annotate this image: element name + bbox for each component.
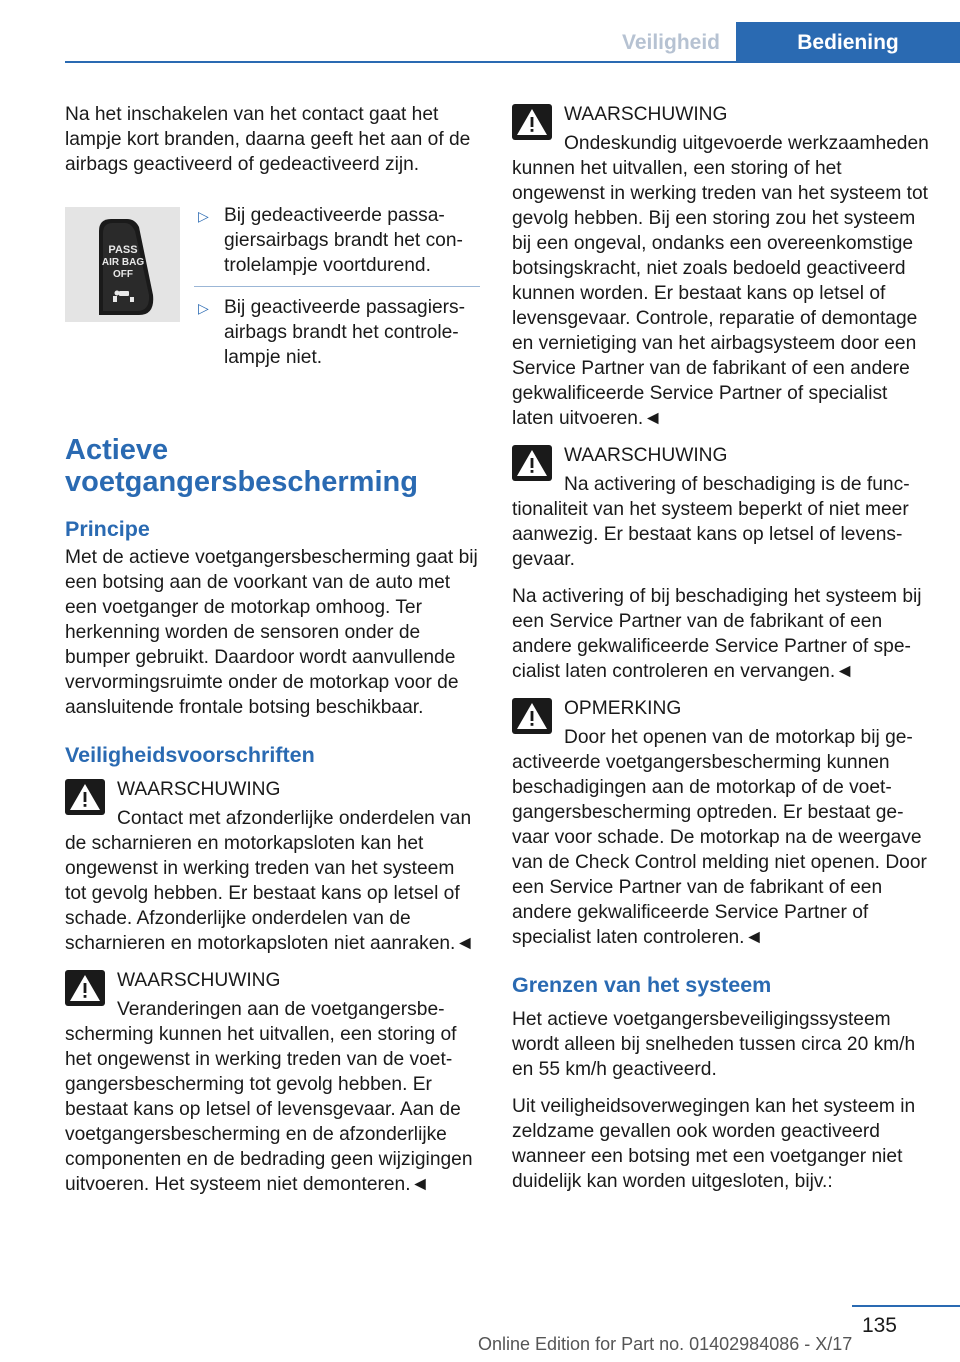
warning-icon [512,104,552,140]
triangle-bullet-icon: ▷ [198,208,209,224]
warning-icon [65,779,105,815]
list-item-text: Bij geactiveerde passagiersairbags brandt het controlelampje niet. [224,297,466,368]
indicator-text-airbag: AIR BAG [101,257,145,268]
warning-text: Contact met afzonderlijke onderdelen van de scharnieren en motorkapsloten kan het ongewenst in werking treden van het systeem tot gevolg hebben. Er bestaat kans op letsel of schade. Afzonderlijke onderdelen van de scharnieren en motorkapsloten niet aanraken.◄ [65,808,475,954]
warning-icon [65,970,105,1006]
list-item [194,203,480,278]
airbag-off-indicator-image [65,207,180,322]
list-item-text: Bij gedeactiveerde passagiersairbags brandt het controlelampje voortdurend. [224,205,463,276]
warning-block [512,443,932,572]
warning-label: WAARSCHUWING [564,104,728,125]
limits-paragraph-2: Uit veiligheidsoverwegingen kan het systeem in zeldzame gevallen ook worden geactiveerd wanneer een botsing met een voetganger niet duidelijk kan worden uitgesloten, bijv.: [512,1096,916,1192]
header-rule [65,61,960,63]
principe-paragraph: Met de actieve voetgangersbescherming gaat bij een botsing aan de voorkant van de auto met een voetganger de motorkap omhoog. Ter herkenning worden de sensoren onder de bumper gebruikt. Daardoor wordt aanvullende vervormingsruimte onder de motorkap voor de aansluitende frontale botsing beschikbaar. [65,547,478,718]
list-item [194,295,480,370]
left-column [65,102,480,1209]
note-label: OPMERKING [564,698,682,719]
triangle-bullet-icon: ▷ [198,300,209,316]
tab-bediening[interactable]: Bediening [736,22,960,63]
warning-icon [512,698,552,734]
warning-block [512,102,932,431]
note-block [512,696,932,950]
page-number: 135 [861,1314,897,1337]
warning-block [65,968,480,1197]
warning-text: Veranderingen aan de voetgangersbescherming kunnen het uitvallen, een storing of het ongewenst in werking treden van de voetgangersbescherming tot gevolg hebben. Er bestaat kans op letsel of levensgevaar. Aan de voetgangersbescherming en de afzonderlijke componenten en de bedrading geen wijzigingen uitvoeren. Het systeem niet demonteren.◄ [65,999,473,1195]
safety-heading: Veiligheidsvoorschriften [65,743,315,767]
right-column [512,102,932,1206]
warning-continuation: Na activering of bij beschadiging het systeem bij een Service Partner van de fabrikant of een andere gekwalificeerde Service Partner of specialist laten controleren en vervangen.◄ [512,586,922,682]
indicator-list [194,203,480,378]
warning-text: Ondeskundig uitgevoerde werkzaamheden kunnen het uitvallen, een storing of het ongewenst in werking treden van het systeem tot gevolg hebben. Bij een storing zou het systeem bij een ongeval, ondanks een overeenkomstige botsingskracht, niet zoals bedoeld geactiveerd kunnen worden. Er bestaat kans op letsel of levensgevaar. Controle, reparatie of demontage en vernietiging van het airbagsysteem door een Service Partner van de fabrikant of een andere gekwalificeerde Service Partner of specialist laten uitvoeren.◄ [512,133,929,429]
indicator-text-pass: PASS [108,244,138,256]
warning-label: WAARSCHUWING [564,445,728,466]
section-title: Actieve voetgangersbescherming [65,434,418,498]
edition-footer: Online Edition for Part no. 01402984086 - X/17 [478,1334,853,1354]
note-text: Door het openen van de motorkap bij geactiveerde voetgangersbescherming kunnen beschadigingen aan de motorkap of de voetgangersbescherming optreden. Er bestaat gevaar voor schade. De motorkap na de weergave van de Check Control melding niet openen. Door een Service Partner van de fabrikant of een andere gekwalificeerde Service Partner of specialist laten controleren.◄ [512,727,927,948]
warning-label: WAARSCHUWING [117,970,281,991]
principe-heading: Principe [65,517,150,541]
indicator-text-off: OFF [113,269,133,280]
intro-paragraph: Na het inschakelen van het contact gaat het lampje kort branden, daarna geeft het aan of de airbags geactiveerd of gedeactiveerd zijn. [65,104,471,175]
tab-veiligheid[interactable]: Veiligheid [606,22,736,63]
list-divider [194,286,480,287]
warning-label: WAARSCHUWING [117,779,281,800]
limits-heading: Grenzen van het systeem [512,973,772,997]
warning-block [65,777,480,956]
airbag-off-icon [65,207,180,322]
warning-text: Na activering of beschadiging is de functionaliteit van het systeem beperkt of niet meer aanwezig. Er bestaat kans op letsel of levensgevaar. [512,474,910,570]
footer-rule [852,1305,960,1307]
warning-icon [512,445,552,481]
indicator-block [65,203,480,378]
limits-paragraph-1: Het actieve voetgangersbeveiligingssysteem wordt alleen bij snelheden tussen circa 20 km/h en 55 km/h geactiveerd. [512,1009,916,1080]
